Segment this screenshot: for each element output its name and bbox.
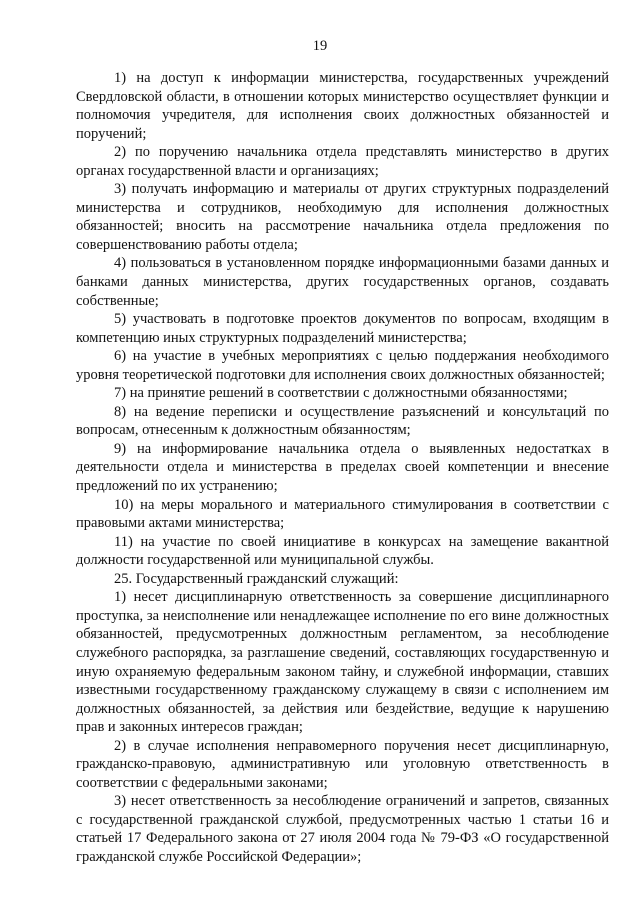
paragraph-responsibility-1: 1) несет дисциплинарную ответственность за совершение дисциплинарного проступка, за неисполнение или ненадлежащее исполнение по его вине должностных обязанностей, предусмотренных должностным регламентом, за несоблюдение служебного распорядка, за разглашение сведений, составляющих государственную и иную охраняемую федеральным законом тайну, и служебной информации, ставших известными государственному гражданскому служащему в связи с исполнением им должностных обязанностей, за действия или бездействие, ведущие к нарушению прав и законных интересов граждан; (76, 589, 609, 736)
paragraph-rights-10: 10) на меры морального и материального стимулирования в соответствии с правовыми актами министерства; (76, 496, 609, 532)
paragraph-rights-5: 5) участвовать в подготовке проектов документов по вопросам, входящим в компетенцию иных структурных подразделений министерства; (76, 311, 609, 346)
paragraph-rights-8: 8) на ведение переписки и осуществление разъяснений и консультаций по вопросам, отнесенным к должностным обязанностям; (76, 403, 609, 439)
paragraph-rights-7: 7) на принятие решений в соответствии с должностными обязанностями; (114, 385, 568, 402)
paragraph-responsibility-2: 2) в случае исполнения неправомерного поручения несет дисциплинарную, гражданско-правовую, административную или уголовную ответственность в соответствии с федеральными законами; (76, 737, 609, 791)
paragraph-rights-11: 11) на участие по своей инициативе в конкурсах на замещение вакантной должности государственной или муниципальной службы. (76, 533, 609, 569)
paragraph-rights-2: 2) по поручению начальника отдела представлять министерство в других органах государственной власти и организациях; (76, 144, 609, 179)
page-number: 19 (312, 38, 328, 54)
paragraph-rights-6: 6) на участие в учебных мероприятиях с целью поддержания необходимого уровня теоретической подготовки для исполнения своих должностных обязанностей; (76, 348, 609, 383)
paragraph-rights-4: 4) пользоваться в установленном порядке информационными базами данных и банками данных министерства, других государственных органов, создавать собственные; (76, 255, 609, 309)
paragraph-responsibility-3: 3) несет ответственность за несоблюдение ограничений и запретов, связанных с государственной гражданской службой, предусмотренных частью 1 статьи 16 и статьей 17 Федерального закона от 27 июля 2004 года № 79-ФЗ «О государственной гражданской службе Российской Федерации»; (76, 793, 609, 865)
paragraph-rights-3: 3) получать информацию и материалы от других структурных подразделений министерства и сотрудников, необходимую для исполнения должностных обязанностей; вносить на рассмотрение начальника отдела предложения по совершенствованию работы отдела; (76, 181, 609, 253)
paragraph-rights-1: 1) на доступ к информации министерства, государственных учреждений Свердловской области, в отношении которых министерство осуществляет функции и полномочия учредителя, для исполнения своих должностных обязанностей и поручений; (76, 70, 609, 142)
document-body (76, 69, 609, 867)
paragraph-rights-9: 9) на информирование начальника отдела о выявленных недостатках в деятельности отдела и министерства в пределах своей компетенции и внесение предложений по их устранению; (76, 440, 609, 495)
section-25-heading: 25. Государственный гражданский служащий: (114, 570, 399, 587)
